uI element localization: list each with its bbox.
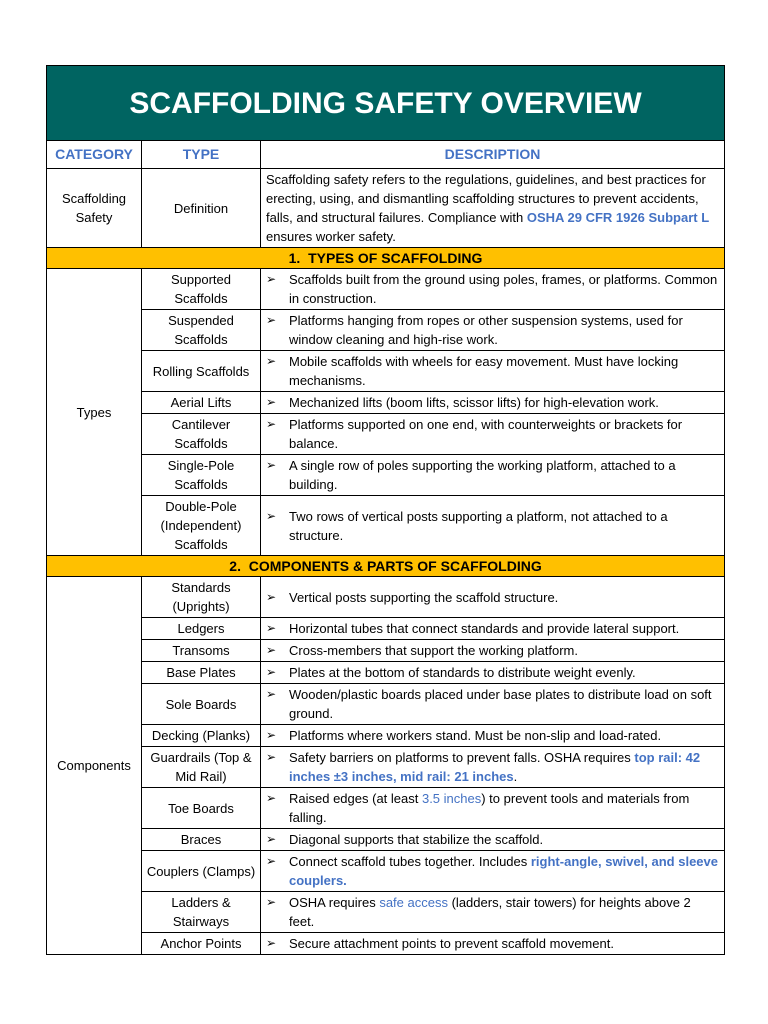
section-2-label: COMPONENTS & PARTS OF SCAFFOLDING [248,557,542,574]
document [46,65,724,955]
table-row [47,851,725,892]
arrowhead-bullet-icon: ➢ [266,665,277,679]
arrowhead-bullet-icon: ➢ [266,621,277,635]
bullet-text: Platforms where workers stand. Must be non-slip and load-rated. [289,728,662,743]
components-type: Base Plates [142,662,261,684]
components-description [261,725,725,747]
components-description [261,933,725,955]
table-row [47,684,725,725]
table-row [47,414,725,455]
components-type: Ledgers [142,618,261,640]
header-row [47,141,725,169]
components-description [261,618,725,640]
types-description [261,310,725,351]
components-description [261,892,725,933]
bullet-text-part: Safety barriers on platforms to prevent falls. OSHA requires [289,750,635,765]
bullet-text: Diagonal supports that stabilize the scaffold. [289,832,544,847]
bullet-text-part: OSHA requires [289,895,380,910]
components-category: Components [47,577,142,955]
types-description [261,414,725,455]
arrowhead-bullet-icon: ➢ [266,728,277,742]
table-row [47,747,725,788]
definition-text-2: ensures worker safety. [266,229,396,244]
arrowhead-bullet-icon: ➢ [266,508,277,523]
types-type: Suspended Scaffolds [142,310,261,351]
bullet-text: Plates at the bottom of standards to distribute weight evenly. [289,665,636,680]
types-description [261,351,725,392]
components-type: Ladders & Stairways [142,892,261,933]
section-1-rows [47,269,725,556]
bullet-item [266,456,718,494]
types-type: Supported Scaffolds [142,269,261,310]
section-2-number: 2. [229,557,241,574]
section-2-title [47,556,725,577]
table-row [47,577,725,618]
arrowhead-bullet-icon: ➢ [266,395,277,409]
components-description [261,829,725,851]
bullet-item [266,507,718,545]
bullet-item [266,830,718,849]
arrowhead-bullet-icon: ➢ [266,354,277,368]
components-type: Standards (Uprights) [142,577,261,618]
components-description [261,788,725,829]
bullet-text: Vertical posts supporting the scaffold structure. [289,589,559,605]
bullet-text-part: (ladders, stair towers) for heights above 2 feet. [289,895,691,929]
section-2-rows [47,577,725,955]
arrowhead-bullet-icon: ➢ [266,895,277,909]
table-row [47,310,725,351]
arrowhead-bullet-icon: ➢ [266,854,277,868]
section-1-number: 1. [288,249,301,266]
components-type: Braces [142,829,261,851]
bullet-highlight: right-angle, swivel, and sleeve couplers. [289,854,718,888]
arrowhead-bullet-icon: ➢ [266,832,277,846]
bullet-item [266,619,718,638]
types-category: Types [47,269,142,556]
types-type: Aerial Lifts [142,392,261,414]
definition-highlight: OSHA 29 CFR 1926 Subpart L [526,210,710,225]
arrowhead-bullet-icon: ➢ [266,750,277,764]
components-description [261,747,725,788]
types-type: Double-Pole (Independent) Scaffolds [142,496,261,556]
bullet-text: Mechanized lifts (boom lifts, scissor lifts) for high-elevation work. [289,395,659,410]
bullet-item [266,685,718,723]
bullet-item [266,663,718,682]
table-row [47,618,725,640]
types-type: Single-Pole Scaffolds [142,455,261,496]
bullet-item [266,588,718,607]
bullet-text: Two rows of vertical posts supporting a platform, not attached to a structure. [289,508,668,543]
bullet-text [289,852,718,890]
table-row [47,640,725,662]
bullet-text: Platforms hanging from ropes or other suspension systems, used for window cleaning and high-rise work. [289,313,683,347]
types-description [261,496,725,556]
components-type: Couplers (Clamps) [142,851,261,892]
table-row [47,351,725,392]
bullet-item [266,270,718,308]
title-row [47,66,725,141]
table-row [47,392,725,414]
bullet-item [266,748,718,786]
components-description [261,684,725,725]
section-2-header [47,556,725,577]
components-type: Toe Boards [142,788,261,829]
arrowhead-bullet-icon: ➢ [266,313,277,327]
definition-category: Scaffolding Safety [47,169,142,248]
table-row [47,662,725,684]
bullet-highlight: top rail: 42 inches ±3 inches, mid rail: 21 inches [289,750,701,784]
bullet-item [266,311,718,349]
definition-description [261,169,725,248]
bullet-text: Horizontal tubes that connect standards and provide lateral support. [289,621,680,636]
components-type: Transoms [142,640,261,662]
bullet-text [289,893,718,931]
header-type: TYPE [142,141,261,169]
bullet-text: Mobile scaffolds with wheels for easy movement. Must have locking mechanisms. [289,354,679,388]
bullet-text-part: Raised edges (at least [289,791,422,806]
bullet-item [266,934,718,953]
bullet-text-part: . [513,769,518,784]
overview-table [46,65,725,955]
bullet-text [289,748,718,786]
components-type: Decking (Planks) [142,725,261,747]
table-row [47,496,725,556]
definition-type: Definition [142,169,261,248]
section-1-header [47,248,725,269]
bullet-text: Secure attachment points to prevent scaffold movement. [289,936,614,951]
bullet-item [266,893,718,931]
types-description [261,392,725,414]
table-row [47,933,725,955]
table-row [47,455,725,496]
components-description [261,640,725,662]
arrowhead-bullet-icon: ➢ [266,643,277,657]
bullet-text: Cross-members that support the working platform. [289,643,578,658]
bullet-item [266,726,718,745]
definition-row [47,169,725,248]
table-row [47,725,725,747]
bullet-item [266,852,718,890]
bullet-highlight: safe access [379,895,448,910]
types-description [261,269,725,310]
bullet-text-part: ) to prevent tools and materials from falling. [289,791,690,825]
components-type: Guardrails (Top & Mid Rail) [142,747,261,788]
arrowhead-bullet-icon: ➢ [266,687,277,701]
bullet-item [266,789,718,827]
types-type: Rolling Scaffolds [142,351,261,392]
components-type: Sole Boards [142,684,261,725]
bullet-item [266,415,718,453]
bullet-text [289,789,718,827]
arrowhead-bullet-icon: ➢ [266,417,277,431]
arrowhead-bullet-icon: ➢ [266,791,277,805]
table-row [47,788,725,829]
components-description [261,577,725,618]
bullet-text: Platforms supported on one end, with counterweights or brackets for balance. [289,417,683,451]
arrowhead-bullet-icon: ➢ [266,936,277,950]
section-1-title [47,248,725,269]
section-1-label: TYPES OF SCAFFOLDING [308,249,483,266]
bullet-item [266,352,718,390]
bullet-text: Wooden/plastic boards placed under base plates to distribute load on soft ground. [289,687,712,721]
arrowhead-bullet-icon: ➢ [266,458,277,472]
table-row [47,829,725,851]
arrowhead-bullet-icon: ➢ [266,272,277,286]
arrowhead-bullet-icon: ➢ [266,589,277,604]
header-category: CATEGORY [47,141,142,169]
components-type: Anchor Points [142,933,261,955]
bullet-text: Scaffolds built from the ground using poles, frames, or platforms. Common in construction. [289,272,718,306]
bullet-item [266,641,718,660]
table-row [47,892,725,933]
bullet-text-part: Connect scaffold tubes together. Includes [289,854,531,869]
types-type: Cantilever Scaffolds [142,414,261,455]
bullet-highlight: 3.5 inches [421,791,482,806]
bullet-text: A single row of poles supporting the working platform, attached to a building. [289,458,676,492]
components-description [261,851,725,892]
document-title: SCAFFOLDING SAFETY OVERVIEW [47,66,725,141]
table-row [47,269,725,310]
types-description [261,455,725,496]
components-description [261,662,725,684]
definition-text-1: Scaffolding safety refers to the regulations, guidelines, and best practices for erecting, using, and dismantling scaffolding structures to prevent accidents, falls, and structural failures. Compliance with [266,172,706,225]
bullet-item [266,393,718,412]
header-description: DESCRIPTION [261,141,725,169]
